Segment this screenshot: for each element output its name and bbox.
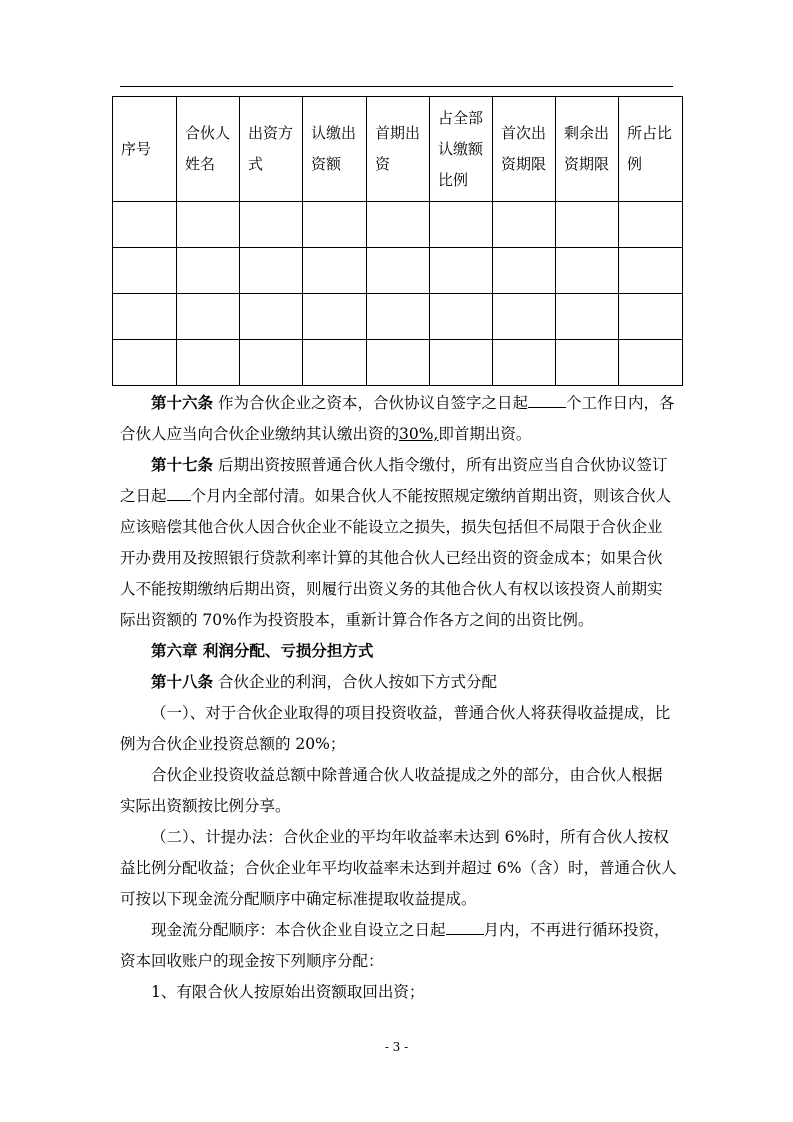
header-cell-line: 资期限 bbox=[501, 155, 547, 173]
table-cell[interactable] bbox=[240, 294, 303, 340]
article-16-text-3: 即首期出资。 bbox=[438, 425, 532, 443]
table-cell[interactable] bbox=[113, 294, 177, 340]
table-cell[interactable] bbox=[556, 248, 619, 294]
table-header-cell bbox=[177, 97, 240, 202]
header-cell-line: 资期限 bbox=[564, 155, 610, 173]
header-cell-line: 资额 bbox=[311, 155, 342, 173]
table-cell[interactable] bbox=[367, 294, 430, 340]
table-cell[interactable] bbox=[177, 294, 240, 340]
fill-blank-days[interactable] bbox=[528, 389, 566, 408]
header-cell-line: 首期出 bbox=[375, 124, 421, 142]
table-cell[interactable] bbox=[493, 294, 556, 340]
table-cell[interactable] bbox=[240, 248, 303, 294]
table-cell[interactable] bbox=[303, 202, 367, 248]
header-cell-line: 占全部 bbox=[438, 108, 484, 127]
table-cell[interactable] bbox=[303, 294, 367, 340]
table-cell[interactable] bbox=[619, 340, 683, 386]
article-16-percent: 30%, bbox=[399, 425, 439, 443]
header-cell-line: 比例 bbox=[438, 170, 469, 189]
paragraph-1: （一）、对于合伙企业取得的项目投资收益，普通合伙人将获得收益提成，比例为合伙企业投资总额的 20%； bbox=[120, 704, 671, 753]
table-header-row bbox=[113, 97, 683, 202]
table-header-cell bbox=[556, 97, 619, 202]
chapter-6-heading: 第六章 利润分配、亏损分担方式 bbox=[151, 642, 374, 660]
table-cell[interactable] bbox=[556, 294, 619, 340]
table-cell[interactable] bbox=[113, 202, 177, 248]
header-cell-line: 剩余出 bbox=[564, 124, 610, 142]
page-number: - 3 - bbox=[384, 1040, 409, 1054]
header-cell-line: 例 bbox=[627, 155, 643, 173]
article-16-text-1: 作为合伙企业之资本，合伙协议自签字之日起 bbox=[217, 394, 528, 412]
header-cell-line: 式 bbox=[248, 155, 264, 173]
table-header-cell bbox=[303, 97, 367, 202]
table-row bbox=[113, 294, 683, 340]
table-row bbox=[113, 340, 683, 386]
table-cell[interactable] bbox=[619, 202, 683, 248]
table-row bbox=[113, 248, 683, 294]
paragraph-4-text-1: 现金流分配顺序：本合伙企业自设立之日起 bbox=[151, 921, 446, 939]
article-18 bbox=[120, 667, 677, 698]
header-cell-line: 序号 bbox=[121, 139, 152, 158]
table-header-cell bbox=[619, 97, 683, 202]
table-cell[interactable] bbox=[113, 340, 177, 386]
table-cell[interactable] bbox=[177, 202, 240, 248]
article-16-lead: 第十六条 bbox=[151, 394, 214, 412]
table-cell[interactable] bbox=[303, 340, 367, 386]
header-cell-line: 姓名 bbox=[185, 155, 216, 173]
article-17-text-2: 个月内全部付清。如果合伙人不能按照规定缴纳首期出资，则该合伙人应该赔偿其他合伙人因合伙企业不能设立之损失，损失包括但不局限于合伙企业开办费用及按照银行贷款利率计算的其他合伙人已经出资的资金成本；如果合伙人不能按期缴纳后期出资，则履行出资义务的其他合伙人有权以该投资人前期实际出资额的 70%作为投资股本，重新计算合作各方之间的出资比例。 bbox=[120, 487, 672, 629]
table-header-cell bbox=[240, 97, 303, 202]
header-cell-line: 认缴额 bbox=[438, 139, 484, 158]
table-cell[interactable] bbox=[493, 248, 556, 294]
table-cell[interactable] bbox=[619, 294, 683, 340]
table-cell[interactable] bbox=[177, 340, 240, 386]
capital-contribution-table bbox=[112, 96, 683, 386]
article-17-text-1: 后期出资按照普通合伙人指令缴付，所有出资应当自合伙协议签订之日起 bbox=[120, 456, 668, 505]
header-cell-line: 认缴出 bbox=[311, 124, 357, 142]
article-17 bbox=[120, 450, 677, 636]
table-cell[interactable] bbox=[113, 248, 177, 294]
table-header-cell bbox=[493, 97, 556, 202]
article-16-text-2: 个工作日内，各合伙人应当向合伙企业缴纳其认缴出资的 bbox=[120, 394, 675, 443]
header-cell-line: 所占比 bbox=[627, 124, 673, 142]
header-cell-line: 首次出 bbox=[501, 124, 547, 142]
article-17-lead: 第十七条 bbox=[151, 456, 214, 474]
article-18-lead: 第十八条 bbox=[151, 673, 214, 691]
table-header-cell bbox=[367, 97, 430, 202]
paragraph-4-text-2: 月内，不再进行循环投资，资本回收账户的现金按下列顺序分配： bbox=[120, 921, 670, 970]
table-cell[interactable] bbox=[240, 202, 303, 248]
paragraph-5: 1、有限合伙人按原始出资额取回出资； bbox=[151, 983, 425, 1001]
table-cell[interactable] bbox=[430, 248, 493, 294]
table-cell[interactable] bbox=[367, 202, 430, 248]
table-cell[interactable] bbox=[240, 340, 303, 386]
table-cell[interactable] bbox=[493, 340, 556, 386]
table-cell[interactable] bbox=[303, 248, 367, 294]
paragraph-3: （二）、计提办法：合伙企业的平均年收益率未达到 6%时，所有合伙人按权益比例分配收益；合伙企业年平均收益率未达到并超过 6%（含）时，普通合伙人可按以下现金流分配顺序中确定标准提取收益提成。 bbox=[120, 828, 677, 908]
paragraph-2: 合伙企业投资收益总额中除普通合伙人收益提成之外的部分，由合伙人根据实际出资额按比例分享。 bbox=[120, 766, 663, 815]
header-rule bbox=[120, 86, 673, 87]
table-cell[interactable] bbox=[367, 248, 430, 294]
header-cell-line: 出资方 bbox=[248, 124, 294, 142]
table-cell[interactable] bbox=[556, 202, 619, 248]
table-cell[interactable] bbox=[556, 340, 619, 386]
table-cell[interactable] bbox=[177, 248, 240, 294]
table-cell[interactable] bbox=[493, 202, 556, 248]
article-18-text: 合伙企业的利润，合伙人按如下方式分配 bbox=[217, 673, 497, 691]
fill-blank-months[interactable] bbox=[167, 482, 191, 501]
paragraph-4 bbox=[120, 915, 677, 977]
header-cell-line: 合伙人 bbox=[185, 124, 231, 142]
fill-blank-months-2[interactable] bbox=[446, 916, 484, 935]
table-cell[interactable] bbox=[430, 294, 493, 340]
table-header-cell bbox=[113, 97, 177, 202]
table-header-cell bbox=[430, 97, 493, 202]
article-16 bbox=[120, 388, 677, 450]
table-cell[interactable] bbox=[430, 202, 493, 248]
table-row bbox=[113, 202, 683, 248]
table-cell[interactable] bbox=[367, 340, 430, 386]
table-cell[interactable] bbox=[619, 248, 683, 294]
header-cell-line: 资 bbox=[375, 155, 391, 173]
table-cell[interactable] bbox=[430, 340, 493, 386]
